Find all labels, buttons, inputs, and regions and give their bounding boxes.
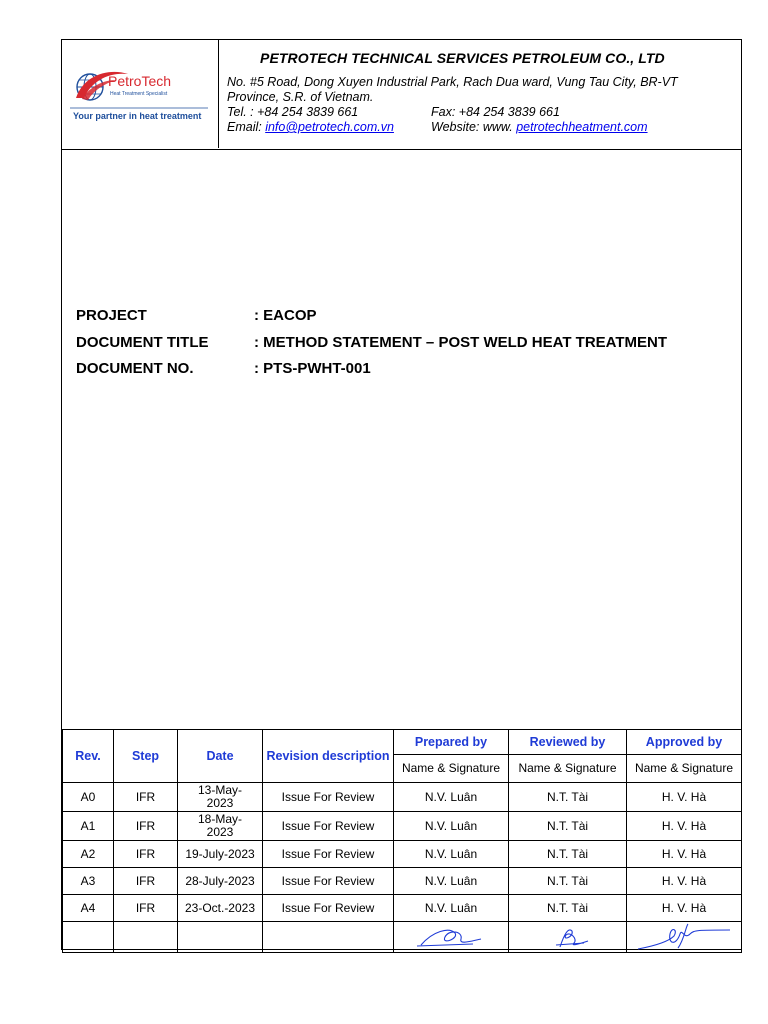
table-row — [63, 895, 742, 922]
table-header-row — [63, 730, 742, 755]
address-line-2: Province, S.R. of Vietnam. — [227, 90, 374, 104]
email-link[interactable]: info@petrotech.com.vn — [265, 120, 394, 134]
cell-rev: A4 — [63, 895, 114, 922]
cell-reviewed: N.T. Tài — [509, 812, 627, 841]
header-date: Date — [178, 730, 263, 783]
cell-prepared: N.V. Luân — [394, 841, 509, 868]
cell-step: IFR — [114, 841, 178, 868]
cell-date: 23-Oct.-2023 — [178, 895, 263, 922]
document-title-value: : METHOD STATEMENT – POST WELD HEAT TREATMENT — [254, 334, 668, 351]
cell-prepared: N.V. Luân — [394, 783, 509, 812]
subheader-prepared: Name & Signature — [394, 755, 509, 783]
empty-cell — [178, 922, 263, 953]
subheader-approved: Name & Signature — [627, 755, 742, 783]
header-revision-description: Revision description — [263, 730, 394, 783]
reviewed-signature — [509, 922, 627, 953]
cell-approved: H. V. Hà — [627, 812, 742, 841]
table-row — [63, 868, 742, 895]
company-info — [227, 40, 735, 148]
empty-cell — [263, 922, 394, 953]
cell-date: 28-July-2023 — [178, 868, 263, 895]
cell-step: IFR — [114, 812, 178, 841]
cell-approved: H. V. Hà — [627, 868, 742, 895]
cell-step: IFR — [114, 868, 178, 895]
cell-reviewed: N.T. Tài — [509, 868, 627, 895]
signature-approved-icon — [634, 922, 734, 952]
website-link[interactable]: petrotechheatment.com — [516, 120, 648, 134]
empty-cell — [114, 922, 178, 953]
header-prepared-by: Prepared by — [394, 730, 509, 755]
cell-desc: Issue For Review — [263, 868, 394, 895]
document-header — [62, 40, 741, 150]
table-row — [63, 783, 742, 812]
document-number-label: DOCUMENT NO. — [76, 360, 194, 377]
header-reviewed-by: Reviewed by — [509, 730, 627, 755]
svg-text:PetroTech: PetroTech — [108, 73, 172, 89]
cell-rev: A2 — [63, 841, 114, 868]
petrotech-logo-icon — [70, 66, 208, 124]
project-line — [76, 307, 317, 324]
project-label: PROJECT — [76, 307, 147, 324]
header-approved-by: Approved by — [627, 730, 742, 755]
cell-prepared: N.V. Luân — [394, 895, 509, 922]
cell-prepared: N.V. Luân — [394, 868, 509, 895]
company-name: PETROTECH TECHNICAL SERVICES PETROLEUM CO., LTD — [260, 50, 665, 66]
cell-rev: A3 — [63, 868, 114, 895]
table-row — [63, 812, 742, 841]
header-rev: Rev. — [63, 730, 114, 783]
svg-text:Heat Treatment Specialist: Heat Treatment Specialist — [110, 91, 168, 97]
cell-reviewed: N.T. Tài — [509, 783, 627, 812]
petrotech-logo — [70, 66, 208, 124]
contact-phone-row — [227, 105, 560, 120]
address-line-1: No. #5 Road, Dong Xuyen Industrial Park, Rach Dua ward, Vung Tau City, BR-VT — [227, 75, 678, 89]
prepared-signature — [394, 922, 509, 953]
revision-table — [62, 729, 742, 953]
document-frame — [61, 39, 742, 950]
contact-web-row — [227, 120, 648, 135]
signature-row — [63, 922, 742, 953]
cell-approved: H. V. Hà — [627, 841, 742, 868]
website-label: Website: www. — [431, 120, 517, 134]
document-number-value: : PTS-PWHT-001 — [254, 360, 371, 377]
fax: Fax: +84 254 3839 661 — [431, 105, 560, 119]
empty-cell — [63, 922, 114, 953]
company-address — [227, 75, 727, 105]
header-step: Step — [114, 730, 178, 783]
subheader-reviewed: Name & Signature — [509, 755, 627, 783]
cell-date: 18-May-2023 — [178, 812, 263, 841]
approved-signature — [627, 922, 742, 953]
cell-desc: Issue For Review — [263, 812, 394, 841]
cell-reviewed: N.T. Tài — [509, 841, 627, 868]
cell-rev: A0 — [63, 783, 114, 812]
email-label: Email: — [227, 120, 266, 134]
document-number-line — [76, 360, 371, 377]
cell-approved: H. V. Hà — [627, 783, 742, 812]
cell-approved: H. V. Hà — [627, 895, 742, 922]
cell-desc: Issue For Review — [263, 895, 394, 922]
cell-desc: Issue For Review — [263, 783, 394, 812]
cell-step: IFR — [114, 783, 178, 812]
cell-reviewed: N.T. Tài — [509, 895, 627, 922]
cell-date: 19-July-2023 — [178, 841, 263, 868]
signature-prepared-icon — [411, 925, 491, 949]
cell-prepared: N.V. Luân — [394, 812, 509, 841]
document-title-line — [76, 334, 667, 351]
logo-cell — [62, 40, 219, 148]
cell-desc: Issue For Review — [263, 841, 394, 868]
tel: Tel. : +84 254 3839 661 — [227, 105, 359, 119]
table-row — [63, 841, 742, 868]
cell-rev: A1 — [63, 812, 114, 841]
website — [431, 120, 648, 135]
cell-date: 13-May-2023 — [178, 783, 263, 812]
signature-reviewed-icon — [538, 925, 598, 949]
document-title-label: DOCUMENT TITLE — [76, 334, 209, 351]
svg-text:Your partner in heat treatment: Your partner in heat treatment — [73, 111, 202, 121]
cell-step: IFR — [114, 895, 178, 922]
project-value: : EACOP — [254, 307, 317, 324]
